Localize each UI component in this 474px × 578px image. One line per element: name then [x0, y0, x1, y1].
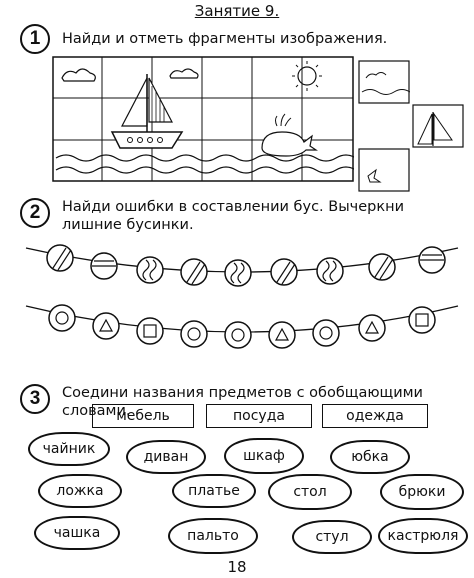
item-table[interactable]: стол: [268, 474, 352, 510]
item-dress[interactable]: платье: [172, 474, 256, 508]
task-1-text: Найди и отметь фрагменты изображения.: [62, 31, 388, 47]
item-spoon[interactable]: ложка: [38, 474, 122, 508]
item-wardrobe[interactable]: шкаф: [224, 438, 304, 474]
category-dishes[interactable]: посуда: [206, 404, 312, 428]
category-clothes[interactable]: одежда: [322, 404, 428, 428]
picture-grid: [52, 56, 354, 182]
fragment-clouds: [358, 60, 410, 104]
page-title: Занятие 9.: [194, 2, 280, 20]
item-pot[interactable]: кастрюля: [378, 518, 468, 554]
item-trousers[interactable]: брюки: [380, 474, 464, 510]
task-2-number: 2: [20, 198, 50, 228]
item-sofa[interactable]: диван: [126, 440, 206, 474]
item-cup[interactable]: чашка: [34, 516, 120, 550]
beads-row-1: [22, 236, 462, 306]
category-furniture[interactable]: мебель: [92, 404, 194, 428]
task-1-number: 1: [20, 24, 50, 54]
item-coat[interactable]: пальто: [168, 518, 258, 554]
task-3-number: 3: [20, 384, 50, 414]
task-3-text: Соедини названия предметов с обобщающими словами.: [62, 385, 423, 419]
task-2-text: Найди ошибки в составлении бус. Вычеркни лишние бусинки.: [62, 199, 405, 233]
beads-row-2: [22, 298, 462, 368]
fragment-tail: [358, 148, 410, 192]
fragment-sail: [412, 104, 464, 148]
item-skirt[interactable]: юбка: [330, 440, 410, 474]
item-teapot[interactable]: чайник: [28, 432, 110, 466]
page-number: 18: [227, 558, 247, 576]
item-chair[interactable]: стул: [292, 520, 372, 554]
